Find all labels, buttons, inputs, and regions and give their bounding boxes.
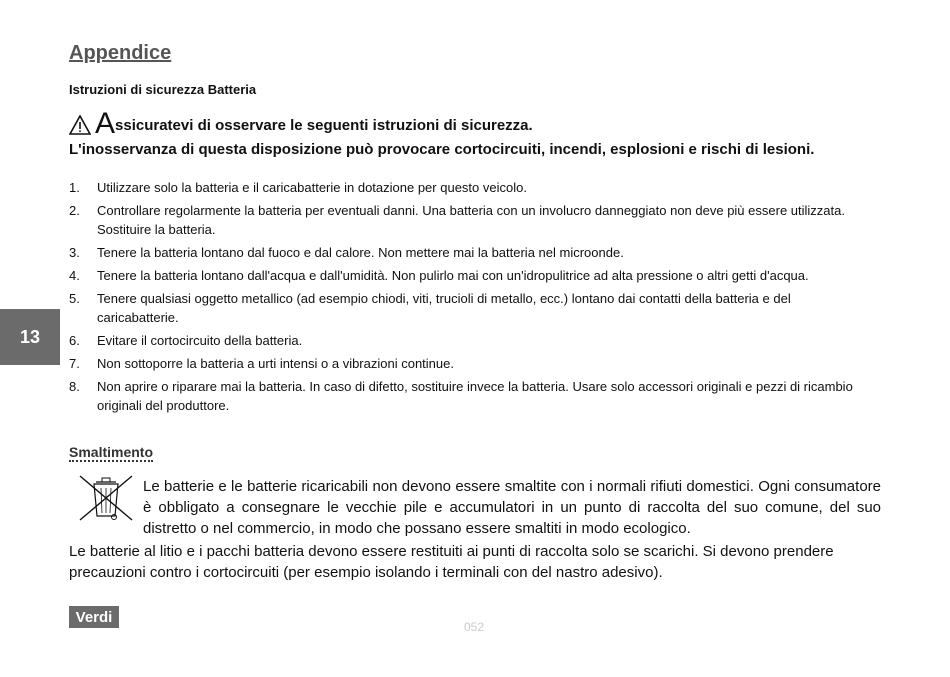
list-item xyxy=(69,243,869,262)
page-title: Appendice xyxy=(69,42,172,64)
list-item-text: Tenere la batteria lontano dal fuoco e dal calore. Non mettere mai la batteria nel microonde. xyxy=(97,245,624,260)
list-item-text: Controllare regolarmente la batteria per eventuali danni. Una batteria con un involucro danneggiato non deve più essere utilizzata. Sostituire la batteria. xyxy=(97,203,845,237)
warning-line-2: L'inosservanza di questa disposizione può provocare cortocircuiti, incendi, esplosioni e rischi di lesioni. xyxy=(69,141,815,158)
list-item-text: Tenere la batteria lontano dall'acqua e dall'umidità. Non pulirlo mai con un'idropulitrice ad alta pressione o altri getti d'acqua. xyxy=(97,268,809,283)
warning-initial-letter: A xyxy=(95,107,116,140)
list-item-number: 6. xyxy=(69,333,80,348)
list-item xyxy=(69,354,869,373)
list-item xyxy=(69,331,869,350)
list-item-number: 8. xyxy=(69,379,80,394)
page-number: 052 xyxy=(464,620,485,634)
list-item xyxy=(69,201,869,239)
list-item-number: 5. xyxy=(69,291,80,306)
list-item-text: Utilizzare solo la batteria e il caricabatterie in dotazione per questo veicolo. xyxy=(97,180,527,195)
list-item-number: 2. xyxy=(69,203,80,218)
page-tab: 13 xyxy=(0,309,60,365)
crossed-out-bin-icon xyxy=(76,473,136,523)
disposal-paragraph: Le batterie e le batterie ricaricabili non devono essere smaltite con i normali rifiuti domestici. Ogni consumatore è obbligato a consegnare le vecchie pile e accumulatori in un punto di raccolta del suo comune, del suo distretto o nel commercio, in modo che possano essere smaltiti in modo ecologico. xyxy=(143,478,881,537)
list-item xyxy=(69,178,869,197)
lithium-paragraph: Le batterie al litio e i pacchi batteria devono essere restituiti ai punti di raccolta solo se scarichi. Si devono prendere precauzioni contro i cortocircuiti (per esempio isolando i terminali con del nastro adesivo). xyxy=(69,543,834,581)
disposal-heading: Smaltimento xyxy=(69,444,154,460)
list-item-number: 1. xyxy=(69,180,80,195)
list-item-text: Evitare il cortocircuito della batteria. xyxy=(97,333,303,348)
brand-logo: Verdi xyxy=(69,606,119,628)
list-item-text: Non sottoporre la batteria a urti intensi o a vibrazioni continue. xyxy=(97,356,454,371)
list-item-number: 4. xyxy=(69,268,80,283)
list-item-text: Tenere qualsiasi oggetto metallico (ad esempio chiodi, viti, trucioli di metallo, ecc.) lontano dai contatti della batteria e del caricabatterie. xyxy=(97,291,791,325)
list-item xyxy=(69,289,869,327)
list-item xyxy=(69,377,869,415)
warning-line-1: ssicuratevi di osservare le seguenti istruzioni di sicurezza. xyxy=(115,117,533,134)
list-item xyxy=(69,266,869,285)
list-item-number: 7. xyxy=(69,356,80,371)
list-item-number: 3. xyxy=(69,245,80,260)
safety-rules-list xyxy=(69,178,869,419)
section-subtitle: Istruzioni di sicurezza Batteria xyxy=(69,82,257,97)
list-item-text: Non aprire o riparare mai la batteria. In caso di difetto, sostituire invece la batteria. Usare solo accessori originali e pezzi di ricambio originali del produttore. xyxy=(97,379,853,413)
warning-triangle-icon xyxy=(69,115,91,135)
warning-block xyxy=(69,107,889,162)
